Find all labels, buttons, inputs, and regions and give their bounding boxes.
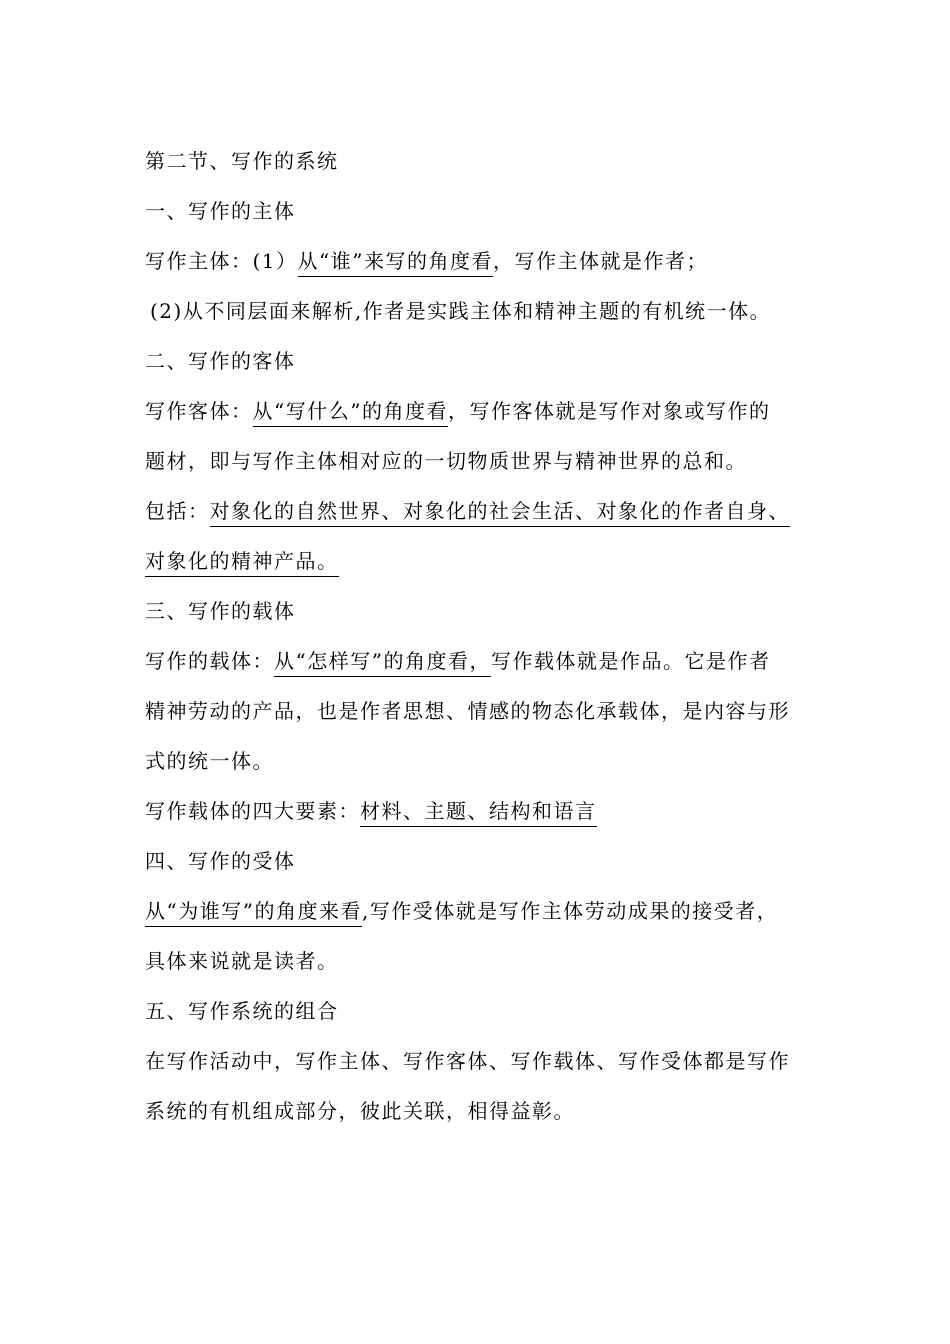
paragraph-receiver-2: 具体来说就是读者。 [145, 949, 339, 973]
underlined-text: 对象化的精神产品。 [145, 549, 339, 577]
paragraph-subject-1 [145, 248, 825, 274]
paragraph-receiver-1 [145, 898, 825, 924]
text-prefix: 写作主体：(1） [145, 249, 298, 273]
text-prefix: 写作的载体： [145, 649, 274, 673]
underlined-text: 从“怎样写”的角度看， [274, 649, 491, 677]
paragraph-object-1 [145, 398, 825, 424]
paragraph-object-include-1 [145, 498, 825, 524]
paragraph-object-2: 题材，即与写作主体相对应的一切物质世界与精神世界的总和。 [145, 449, 747, 473]
section-title: 第二节、写作的系统 [145, 149, 339, 173]
underlined-text: 对象化的自然世界、对象化的社会生活、对象化的作者自身、 [210, 499, 791, 527]
paragraph-carrier-2: 精神劳动的产品，也是作者思想、情感的物态化承载体，是内容与形 [145, 699, 790, 723]
text-suffix: ，写作主体就是作者； [492, 249, 708, 273]
paragraph-subject-2: (2)从不同层面来解析,作者是实践主体和精神主题的有机统一体。 [150, 299, 772, 323]
paragraph-combination-1: 在写作活动中，写作主体、写作客体、写作载体、写作受体都是写作 [145, 1049, 790, 1073]
paragraph-combination-2: 系统的有机组成部分，彼此关联，相得益彰。 [145, 1099, 575, 1123]
paragraph-carrier-1 [145, 648, 825, 674]
underlined-text: 从“为谁写”的角度来看 [145, 899, 362, 927]
paragraph-carrier-3: 式的统一体。 [145, 749, 274, 773]
underlined-text: 材料、主题、结构和语言 [360, 799, 597, 827]
heading-subject: 一、写作的主体 [145, 199, 296, 223]
paragraph-object-include-2 [145, 548, 825, 574]
heading-receiver: 四、写作的受体 [145, 849, 296, 873]
heading-carrier: 三、写作的载体 [145, 599, 296, 623]
underlined-text: 从“写什么”的角度看 [253, 399, 448, 427]
text-prefix: 写作客体： [145, 399, 253, 423]
heading-object: 二、写作的客体 [145, 349, 296, 373]
underlined-text: 从“谁”来写的角度看 [298, 249, 493, 277]
heading-combination: 五、写作系统的组合 [145, 999, 339, 1023]
text-suffix: 写作载体就是作品。它是作者 [490, 649, 771, 673]
text-prefix: 包括： [145, 499, 210, 523]
text-prefix: 写作载体的四大要素： [145, 799, 360, 823]
text-suffix: ,写作受体就是写作主体劳动成果的接受者， [361, 899, 779, 923]
text-suffix: ，写作客体就是写作对象或写作的 [447, 399, 771, 423]
paragraph-carrier-elements [145, 798, 825, 824]
